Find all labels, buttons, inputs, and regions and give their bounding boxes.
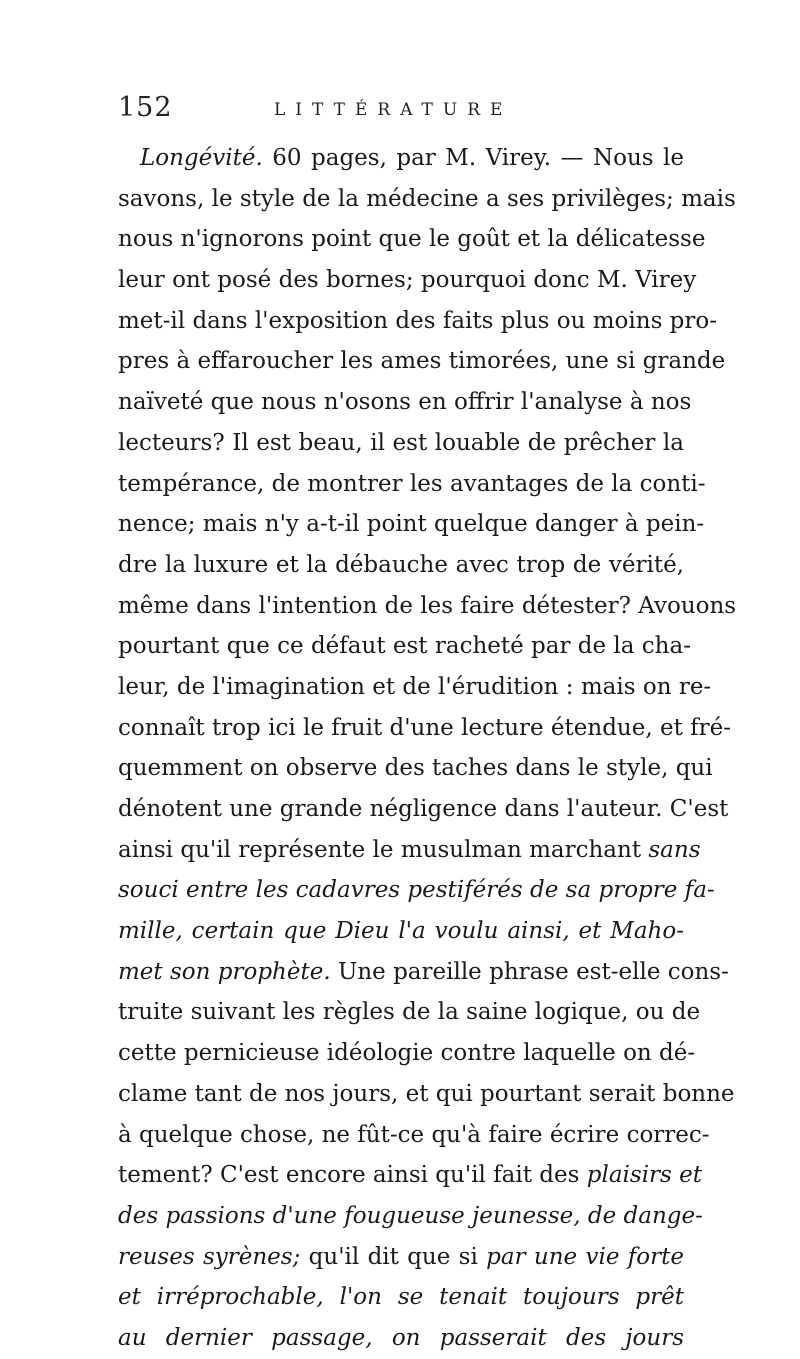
text-run: même dans l'intention de les faire détester? Avouons xyxy=(118,592,737,619)
italic-text: par une vie forte xyxy=(486,1243,684,1270)
text-line xyxy=(118,708,732,749)
text-run: dre la luxure et la débauche avec trop de vérité, xyxy=(118,551,684,578)
text-run: à quelque chose, ne fût-ce qu'à faire écrire correc- xyxy=(118,1121,710,1148)
text-line xyxy=(118,911,684,952)
text-run: savons, le style de la médecine a ses privilèges; mais xyxy=(118,185,736,212)
text-line xyxy=(118,1033,696,1074)
text-run: pres à effaroucher les ames timorées, une si grande xyxy=(118,348,726,375)
text-run: naïveté que nous n'osons en offrir l'analyse à nos xyxy=(118,389,692,416)
italic-text: mille, certain que Dieu l'a voulu ainsi, et Maho- xyxy=(118,918,684,945)
text-run: clame tant de nos jours, et qui pourtant serait bonne xyxy=(118,1080,735,1107)
italic-text: et irréprochable, l'on se tenait toujours prêt xyxy=(118,1284,684,1311)
italic-text: Longévité. xyxy=(140,145,263,171)
text-run: nous n'ignorons point que le goût et la délicatesse xyxy=(118,226,706,253)
text-run: connaît trop ici le fruit d'une lecture étendue, et fré- xyxy=(118,714,732,741)
text-line xyxy=(118,382,692,423)
text-run: cette pernicieuse idéologie contre laquelle on dé- xyxy=(118,1040,696,1067)
text-line xyxy=(118,667,712,708)
text-run: nence; mais n'y a-t-il point quelque danger à pein- xyxy=(118,511,705,538)
text-run: leur, de l'imagination et de l'érudition : mais on re- xyxy=(118,673,712,700)
italic-text: met son prophète. xyxy=(118,958,331,985)
text-line xyxy=(118,870,715,911)
italic-text: souci entre les cadavres pestiférés de sa propre fa- xyxy=(118,877,715,904)
italic-text: plaisirs et xyxy=(586,1162,703,1189)
text-line xyxy=(118,1277,684,1318)
text-line xyxy=(118,830,701,871)
text-line xyxy=(118,464,706,505)
text-line xyxy=(118,586,737,627)
text-run: truite suivant les règles de la saine logique, ou de xyxy=(118,999,701,1026)
text-run: Une pareille phrase est-elle cons- xyxy=(330,958,729,985)
text-line xyxy=(118,219,706,260)
text-run: met-il dans l'exposition des faits plus ou moins pro- xyxy=(118,307,718,334)
text-line xyxy=(118,179,736,220)
text-line xyxy=(118,301,718,342)
text-line xyxy=(118,1237,684,1278)
page-number: 152 xyxy=(118,92,173,123)
text-run: leur ont posé des bornes; pourquoi donc M. Virey xyxy=(118,267,697,294)
text-line xyxy=(118,1318,684,1359)
text-line xyxy=(118,952,729,993)
text-line xyxy=(118,341,726,382)
text-run: ainsi qu'il représente le musulman marchant xyxy=(118,836,649,863)
text-run: quemment on observe des taches dans le style, qui xyxy=(118,755,713,782)
text-line xyxy=(118,1074,735,1115)
text-line xyxy=(118,992,701,1033)
text-line xyxy=(118,789,729,830)
text-run: qu'il dit que si xyxy=(300,1243,487,1270)
text-line xyxy=(118,545,684,586)
italic-text: reuses syrènes; xyxy=(118,1243,301,1270)
text-line xyxy=(118,423,684,464)
text-line xyxy=(118,626,691,667)
text-line xyxy=(118,1196,703,1237)
text-run: tempérance, de montrer les avantages de la conti- xyxy=(118,470,706,497)
italic-text: sans xyxy=(648,836,701,863)
italic-text: au dernier passage, on passerait des jours xyxy=(118,1324,684,1351)
text-line xyxy=(118,260,697,301)
text-run: pourtant que ce défaut est racheté par de la cha- xyxy=(118,633,691,660)
text-run: tement? C'est encore ainsi qu'il fait des xyxy=(118,1162,587,1189)
text-line xyxy=(118,748,713,789)
running-title: LITTÉRATURE xyxy=(274,100,513,120)
text-run: dénotent une grande négligence dans l'auteur. C'est xyxy=(118,796,729,822)
italic-text: des passions d'une fougueuse jeunesse, de dange- xyxy=(118,1202,703,1229)
text-run: 60 pages, par M. Virey. — Nous le xyxy=(262,145,684,171)
text-line xyxy=(118,138,684,179)
text-line xyxy=(118,1155,703,1196)
text-line xyxy=(118,1115,710,1156)
text-line xyxy=(118,504,705,545)
page-header xyxy=(118,92,698,128)
text-run: lecteurs? Il est beau, il est louable de prêcher la xyxy=(118,429,684,456)
body-text xyxy=(118,138,737,1359)
